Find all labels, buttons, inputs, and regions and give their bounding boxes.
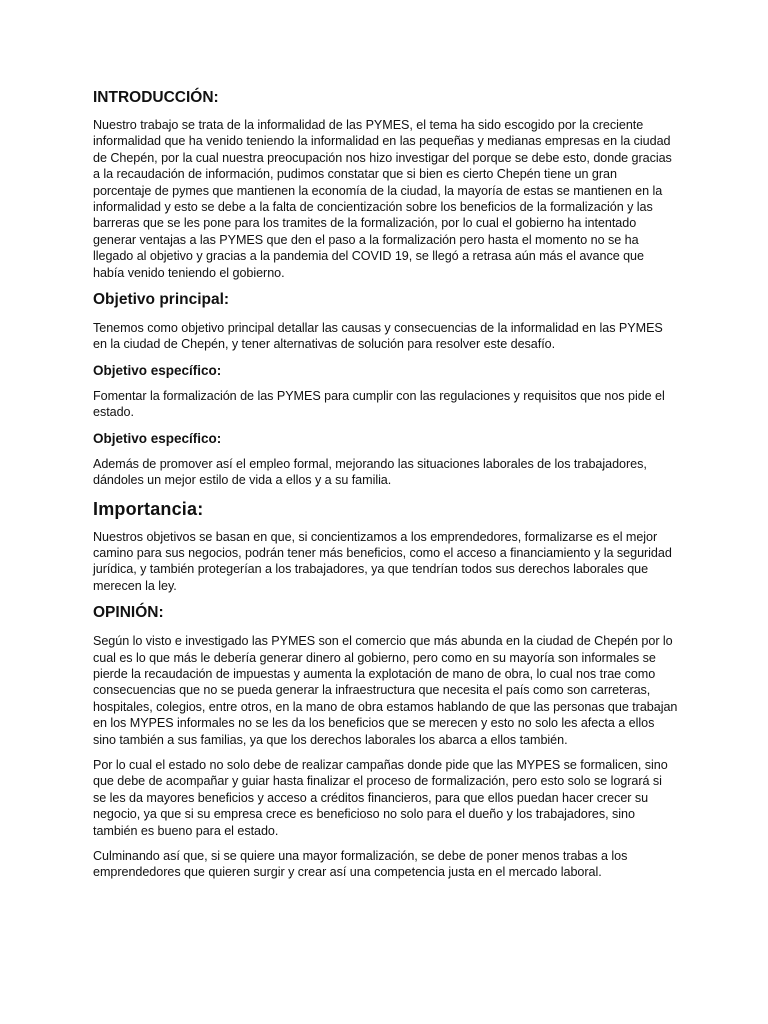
heading-opinion: OPINIÓN: xyxy=(93,604,164,622)
paragraph-importancia: Nuestros objetivos se basan en que, si concientizamos a los emprendedores, formalizarse es el mejor camino para sus negocios, podrán tener más beneficios, como el acceso a financiamiento y la seguridad jurídica, y también protegerían a los trabajadores, ya que tendrían todos sus derechos laborales que merecen la ley. xyxy=(93,529,672,593)
heading-objetivo-especifico-2: Objetivo específico: xyxy=(93,430,222,446)
paragraph-opinion-2: Por lo cual el estado no solo debe de realizar campañas donde pide que las MYPES se formalicen, sino que debe de acompañar y guiar hasta finalizar el proceso de formalización, pero esto solo se logrará si se les da mayores beneficios y acceso a créditos financieros, para que ellos puedan hacer crecer su negocio, ya que si su empresa crece es beneficioso no solo para el dueño y los trabajadores, sino también es bueno para el estado. xyxy=(93,757,668,838)
paragraph-introduccion: Nuestro trabajo se trata de la informalidad de las PYMES, el tema ha sido escogido por la creciente informalidad que ha venido teniendo la informalidad en las pequeñas y medianas empresas en la ciudad de Chepén, por la cual nuestra preocupación nos hizo investigar del porque se debe esto, donde gracias a la recaudación de información, pudimos constatar que si bien es cierto Chepén tiene un gran porcentaje de pymes que mantienen la economía de la ciudad, la mayoría de estas se mantienen en la informalidad y esto se debe a la falta de concientización sobre los beneficios de la formalización y las barreras que se les pone para los tramites de la formalización, por lo cual el gobierno ha intentado generar ventajas a las PYMES que den el paso a la formalización pero hasta el momento no se ha llegado al objetivo y gracias a la pandemia del COVID 19, se llegó a retrasa aún más el avance que había venido teniendo el gobierno. xyxy=(93,118,672,280)
paragraph-objetivo-principal: Tenemos como objetivo principal detallar las causas y consecuencias de la informalidad en las PYMES en la ciudad de Chepén, y tener alternativas de solución para resolver este desafío. xyxy=(93,321,663,352)
heading-objetivo-principal: Objetivo principal: xyxy=(93,291,230,309)
heading-introduccion: INTRODUCCIÓN: xyxy=(93,89,219,106)
heading-importancia: Importancia: xyxy=(93,498,204,519)
document-body xyxy=(93,88,678,888)
paragraph-objetivo-especifico-1: Fomentar la formalización de las PYMES para cumplir con las regulaciones y requisitos que nos pide el estado. xyxy=(93,388,665,420)
paragraph-opinion-3: Culminando así que, si se quiere una mayor formalización, se debe de poner menos trabas a los emprendedores que quieren surgir y crear así una competencia justa en el mercado laboral. xyxy=(93,849,628,880)
paragraph-objetivo-especifico-2: Además de promover así el empleo formal, mejorando las situaciones laborales de los trabajadores, dándoles un mejor estilo de vida a ellos y a su familia. xyxy=(93,456,647,488)
heading-objetivo-especifico-1: Objetivo específico: xyxy=(93,362,222,378)
paragraph-opinion-1: Según lo visto e investigado las PYMES son el comercio que más abunda en la ciudad de Chepén por lo cual es lo que más le debería generar dinero al gobierno, pero como en su mayoría son informales se pierde la recaudación de impuestas y aumenta la explotación de mano de obra, lo cual nos trae como consecuencias que no se pueda generar la infraestructura que necesita el país como son carreteras, hospitales, colegios, entre otros, en la mano de obra estamos hablando de que las personas que trabajan en los MYPES informales no se les da los beneficios que se merecen y esto no solo les afecta a ellos sino también a sus familias, ya que los derechos laborales los abarca a ellos también. xyxy=(93,634,678,747)
